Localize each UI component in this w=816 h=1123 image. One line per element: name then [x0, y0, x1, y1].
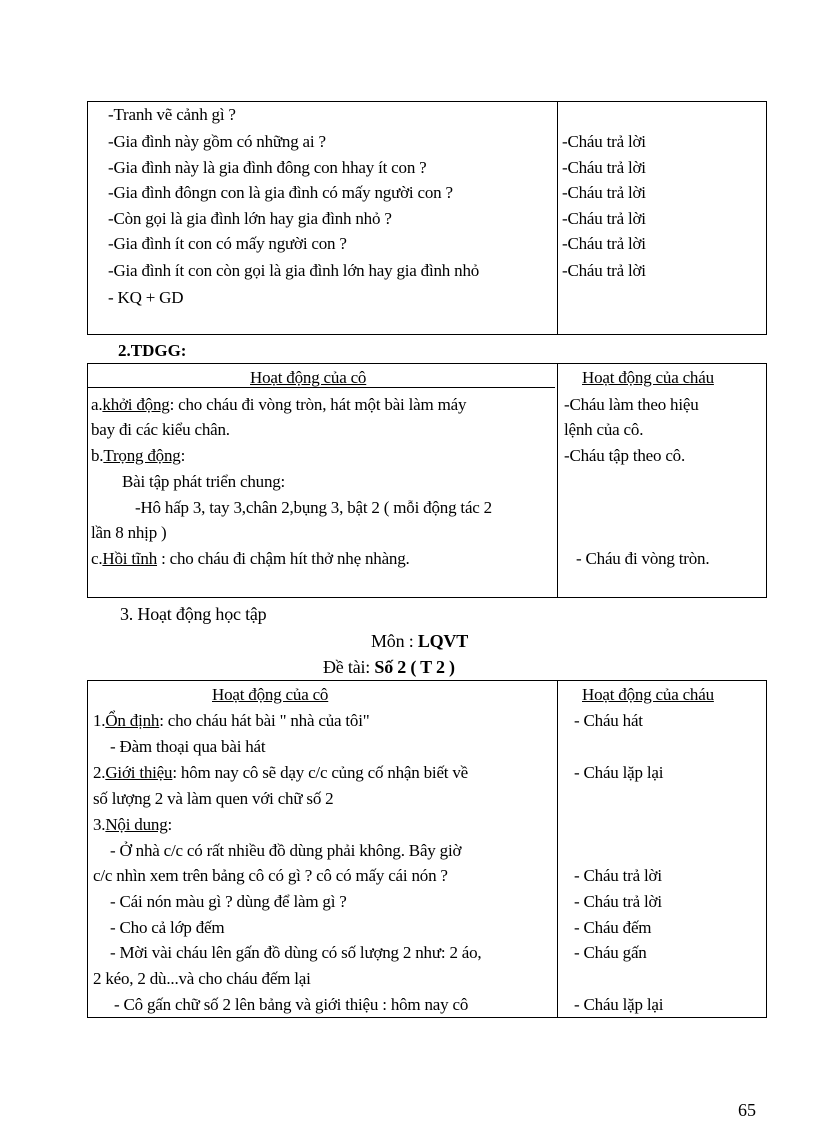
- child-response: - Cháu trả lời: [574, 866, 662, 885]
- question-line: -Gia đình đôngn con là gia đình có mấy người con ?: [108, 183, 453, 202]
- stabilize-line: 1.Ổn định: cho cháu hát bài " nhà của tôi": [93, 711, 370, 730]
- section-heading: 2.TDGG:: [118, 341, 187, 360]
- question-line: - KQ + GD: [108, 288, 184, 307]
- child-response: -Cháu làm theo hiệu: [564, 395, 699, 414]
- content-text: - Ở nhà c/c có rất nhiều đồ dùng phải không. Bây giờ: [110, 841, 462, 860]
- content-text: - Cho cả lớp đếm: [110, 918, 225, 937]
- section-heading: 3. Hoạt động học tập: [120, 604, 267, 624]
- intro-line-2: số lượng 2 và làm quen với chữ số 2: [93, 789, 334, 808]
- col-header-child: Hoạt động của cháu: [582, 685, 714, 704]
- answer-line: -Cháu trả lời: [562, 132, 646, 151]
- answer-line: -Cháu trả lời: [562, 158, 646, 177]
- intro-line: 2.Giới thiệu: hôm nay cô sẽ dạy c/c củng cố nhận biết về: [93, 763, 469, 782]
- subject-line: Môn : LQVT: [371, 631, 469, 651]
- child-response: - Cháu hát: [574, 711, 643, 730]
- question-line: -Gia đình ít con có mấy người con ?: [108, 234, 347, 253]
- answer-line: -Cháu trả lời: [562, 234, 646, 253]
- question-line: -Tranh vẽ cảnh gì ?: [108, 105, 236, 124]
- col-header-teacher: Hoạt động của cô: [212, 685, 329, 704]
- warmup-line-2: bay đi các kiểu chân.: [91, 420, 230, 439]
- question-line: -Còn gọi là gia đình lớn hay gia đình nhỏ ?: [108, 209, 392, 228]
- child-response: lệnh của cô.: [564, 420, 644, 439]
- content-text: - Mời vài cháu lên gấn đồ dùng có số lượng 2 như: 2 áo,: [110, 943, 482, 962]
- question-line: -Gia đình này gồm có những ai ?: [108, 132, 326, 151]
- content-line: 3.Nội dung:: [93, 815, 173, 834]
- warmup-line: a.khởi động: cho cháu đi vòng tròn, hát một bài làm máy: [91, 395, 467, 414]
- page-number: 65: [738, 1100, 756, 1120]
- exercise-detail: -Hô hấp 3, tay 3,chân 2,bụng 3, bật 2 ( mỗi động tác 2: [135, 498, 492, 517]
- question-line: -Gia đình ít con còn gọi là gia đình lớn hay gia đình nhỏ: [108, 261, 480, 280]
- content-text: - Cái nón màu gì ? dùng để làm gì ?: [110, 892, 347, 911]
- general-exercise: Bài tập phát triển chung:: [122, 472, 286, 491]
- child-response: - Cháu lặp lại: [574, 995, 664, 1014]
- stabilize-sub: - Đàm thoại qua bài hát: [110, 737, 266, 756]
- col-header-teacher: Hoạt động của cô: [250, 368, 367, 387]
- answer-line: -Cháu trả lời: [562, 261, 646, 280]
- col-header-child: Hoạt động của cháu: [582, 368, 714, 387]
- child-response: - Cháu đi vòng tròn.: [576, 549, 710, 568]
- child-response: - Cháu trả lời: [574, 892, 662, 911]
- question-line: -Gia đình này là gia đình đông con hhay ít con ?: [108, 158, 427, 177]
- cooldown-line: c.Hồi tĩnh : cho cháu đi chậm hít thở nhẹ nhàng.: [91, 549, 410, 568]
- child-response: - Cháu gấn: [574, 943, 647, 962]
- answer-line: -Cháu trả lời: [562, 183, 646, 202]
- child-response: - Cháu đếm: [574, 918, 652, 937]
- content-text: - Cô gấn chữ số 2 lên bảng và giới thiệu : hôm nay cô: [114, 995, 469, 1014]
- content-text: 2 kéo, 2 dù...và cho cháu đếm lại: [93, 969, 311, 988]
- child-response: -Cháu tập theo cô.: [564, 446, 686, 465]
- exercise-detail-2: lần 8 nhịp ): [91, 523, 167, 542]
- answer-line: -Cháu trả lời: [562, 209, 646, 228]
- topic-line: Đề tài: Số 2 ( T 2 ): [323, 657, 455, 677]
- child-response: - Cháu lặp lại: [574, 763, 664, 782]
- main-exercise-line: b.Trọng động:: [91, 446, 186, 465]
- content-text: c/c nhìn xem trên bảng cô có gì ? cô có mấy cái nón ?: [93, 866, 448, 885]
